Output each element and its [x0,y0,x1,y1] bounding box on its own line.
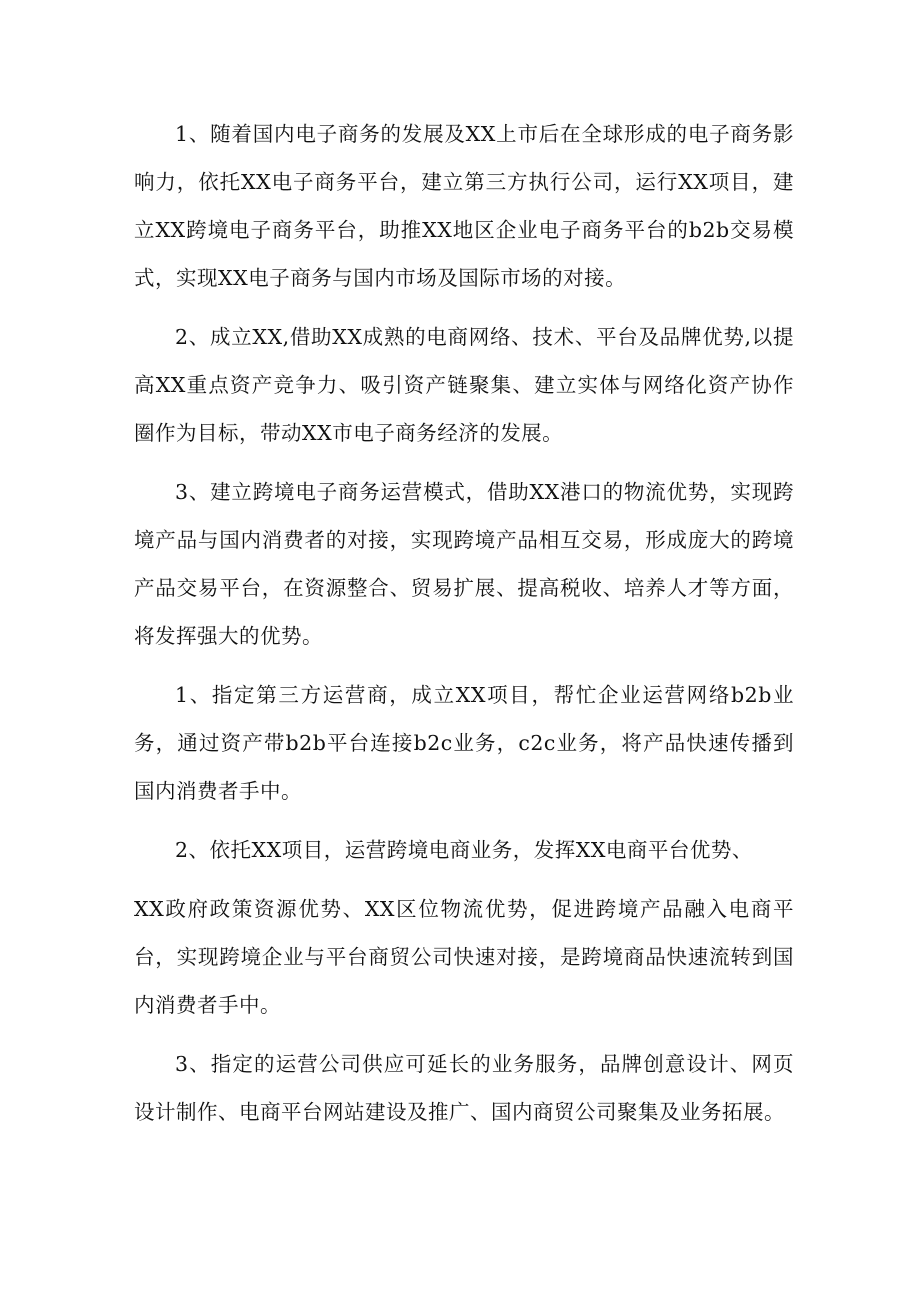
paragraph-7: 3、指定的运营公司供应可延长的业务服务，品牌创意设计、网页设计制作、电商平台网站建设及推广、国内商贸公司聚集及业务拓展。 [134,1052,794,1124]
paragraph-2: 2、成立XX,借助XX成熟的电商网络、技术、平台及品牌优势,以提高XX重点资产竞争力、吸引资产链聚集、建立实体与网络化资产协作圈作为目标，带动XX市电子商务经济的发展。 [134,325,794,445]
paragraph-5: 2、依托XX项目，运营跨境电商业务，发挥XX电商平台优势、 [175,838,753,862]
paragraph-6: XX政府政策资源优势、XX区位物流优势，促进跨境产品融入电商平台，实现跨境企业与平台商贸公司快速对接，是跨境商品快速流转到国内消费者手中。 [134,897,794,1017]
paragraph-4: 1、指定第三方运营商，成立XX项目，帮忙企业运营网络b2b业务，通过资产带b2b平台连接b2c业务，c2c业务，将产品快速传播到国内消费者手中。 [134,683,794,803]
paragraph-1: 1、随着国内电子商务的发展及XX上市后在全球形成的电子商务影响力，依托XX电子商务平台，建立第三方执行公司，运行XX项目，建立XX跨境电子商务平台，助推XX地区企业电子商务平台的b2b交易模式，实现XX电子商务与国内市场及国际市场的对接。 [134,122,794,290]
paragraph-3: 3、建立跨境电子商务运营模式，借助XX港口的物流优势，实现跨境产品与国内消费者的对接，实现跨境产品相互交易，形成庞大的跨境产品交易平台，在资源整合、贸易扩展、提高税收、培养人才等方面，将发挥强大的优势。 [134,480,794,648]
